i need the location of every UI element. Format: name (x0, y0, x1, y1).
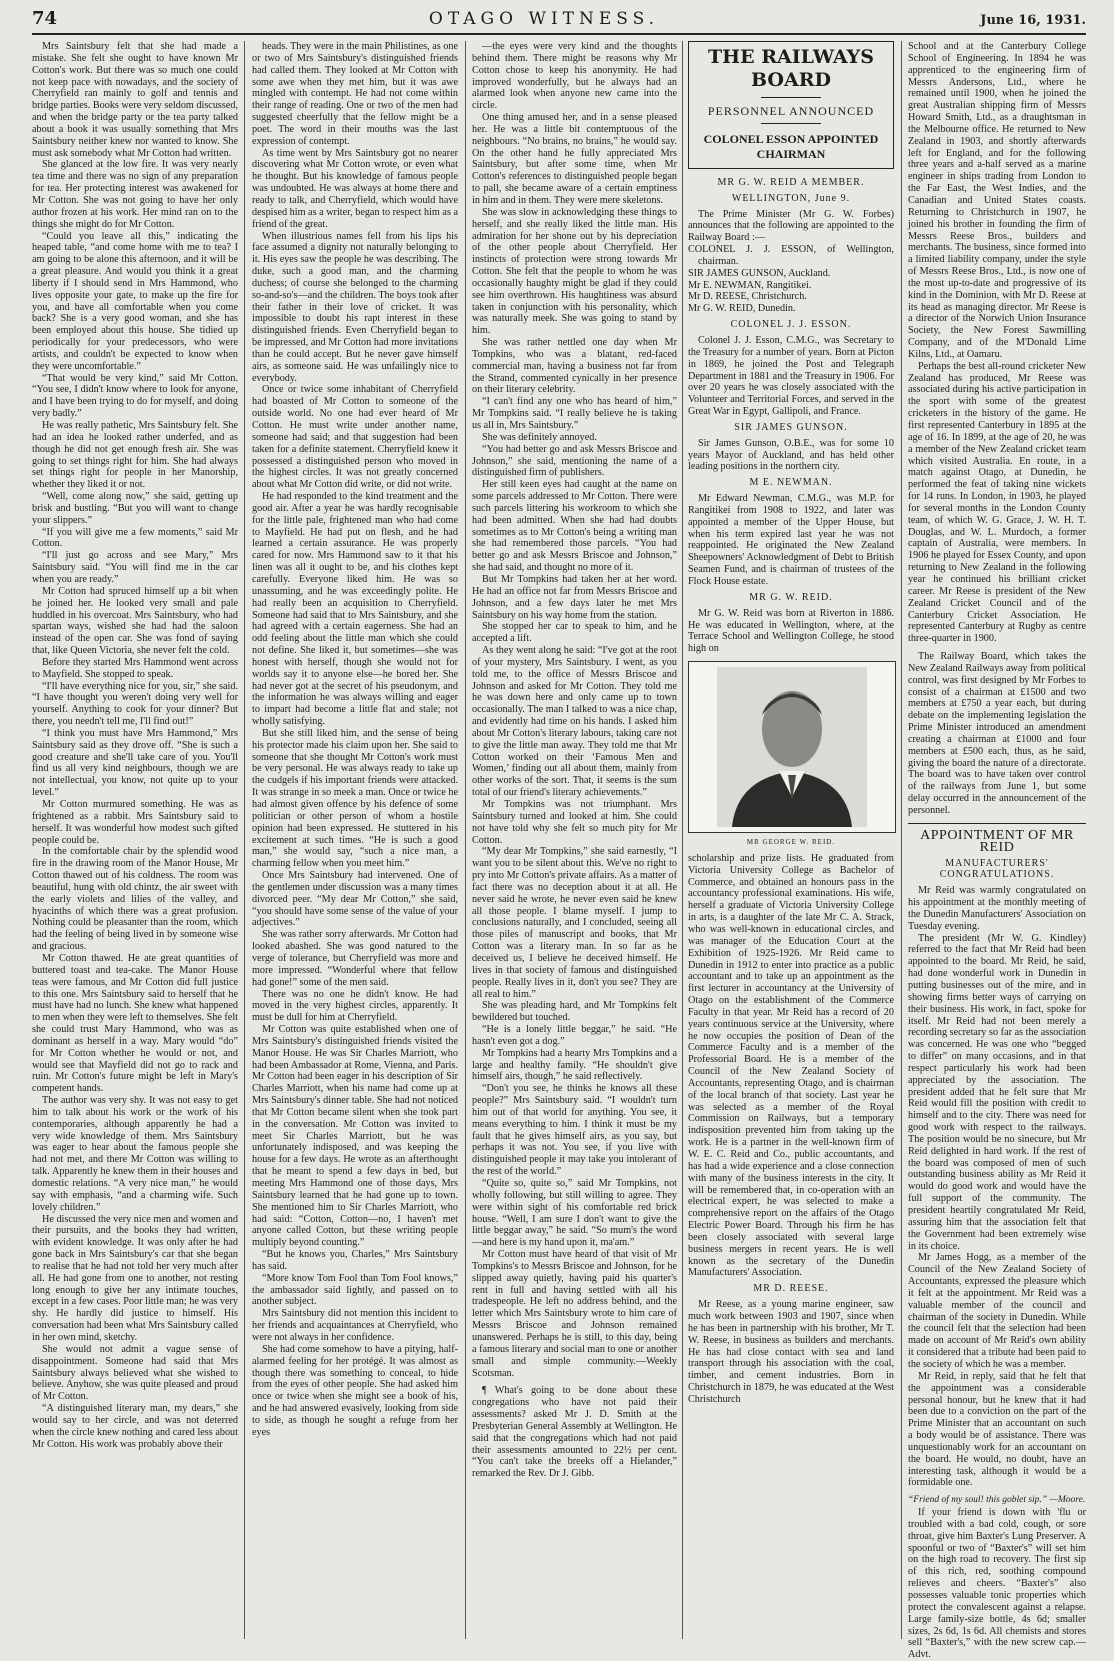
story-paragraph: The author was very shy. It was not easy to get him to talk about his work or the work of his contemporaries, although apparently he had a very wide knowledge of them. Mrs Saintsbury was eager to hear about the famous people she had not met, and there Mr Cotton was willing to talk. Apparently he knew them in their houses and domestic relations. “A very nice man,” he would say with emphasis, “and a charming wife. Such lovely children.” (32, 1095, 238, 1213)
story-paragraph: One thing amused her, and in a sense pleased her. He was a little bit contemptuous of the neighbours. “No brains, no brains,” he would say. On the other hand he fully appreciated Mrs Saintsbury, but after some time, when Mr Cotton's references to distinguished people began to pall, she became aware of a certain emptiness in him and in them. They were mere skeletons. (472, 112, 677, 206)
advertisement: If your friend is down with 'flu or troubled with a bad cold, cough, or sore throat, give him Baxter's Lung Preserver. A spoonful or two of “Baxter's” will set him on the high road to recovery. The first sip of this rich, red, soothing compound relieves and cheers. “Baxter's” also possesses valuable tonic properties which protect the convalescent against a relapse. Large family-size bottle, 4s 6d; smaller sizes, 2s 6d, 1s 6d. All chemists and stores sell “Baxter's,” with the new screw cap.—Advt. (908, 1507, 1086, 1661)
story-paragraph: When illustrious names fell from his lips his face assumed a dignity not naturally belonging to it. His eyes saw the people he was describing. The duke, such a good man, and the charming duchess; of course she belonged to the charming so-and-so's—and the children. The boys took after their father in their love of cricket. It was impossible to doubt his rapt interest in these distinguished friends. Even Cherryfield began to be impressed, and Mr Cotton had more invitations than he could accept. But he never gave himself airs, as someone said. He was unfailingly nice to everybody. (252, 230, 458, 384)
subheadline: PERSONNEL ANNOUNCED (707, 104, 875, 118)
verse-quote: “Friend of my soul! this goblet sip.” —Moore. (908, 1495, 1086, 1506)
columns (32, 41, 1086, 1661)
column-1-story (32, 41, 238, 1639)
story-paragraph: “If you will give me a few moments,” said Mr Cotton. (32, 526, 238, 550)
story-paragraph: She glanced at the low fire. It was very nearly tea time and there was no sign of any preparation for tea. Her protecting interest was awakened for Mr Cotton. She was not going to have her only author frozen at his work. Her mind ran on to the things she might do for Mr Cotton. (32, 159, 238, 230)
column-4-railways-board (688, 41, 894, 1639)
story-paragraph: She was rather sorry afterwards. Mr Cotton had looked abashed. She was good natured to the verge of tolerance, but Cherryfield was more and more impressed. “Wonderful where that fellow had gone!” some of the men said. (252, 929, 458, 988)
column-rule (244, 41, 245, 1639)
section-heading: MR G. W. REID. (749, 591, 833, 603)
story-paragraph: Mr Cotton had spruced himself up a bit when he joined her. He looked very small and pale huddled in his overcoat. Mrs Saintsbury, who had spartan ways, wished she had had the saloon instead of the open car. She was fond of saying that, like Queen Victoria, she never felt the cold. (32, 585, 238, 657)
member-line: COLONEL J. J. ESSON, of Wellington, chairman. (688, 244, 894, 267)
photo-caption: MR GEORGE W. REID. (746, 838, 836, 847)
story-paragraph: There was no one he didn't know. He had moved in the very highest circles, apparently. It must be dull for him at Cherryfield. (252, 988, 458, 1024)
story-paragraph: “I'll have everything nice for you, sir,” she said. “I have thought you weren't doing very well for yourself. Anything to cook for your dinner? But there, you needn't tell me, I'll find out!” (32, 680, 238, 728)
story-paragraph: She was pleading hard, and Mr Tompkins felt bewildered but touched. (472, 1000, 677, 1024)
headline: THE RAILWAYS BOARD (708, 46, 874, 91)
story-paragraph: “But he knows you, Charles,” Mrs Saintsbury has said. (252, 1249, 458, 1272)
story-paragraph: She was definitely annoyed. (482, 431, 597, 443)
section-heading: SIR JAMES GUNSON. (734, 421, 848, 433)
story-paragraph: As time went by Mrs Saintsbury got no nearer discovering what Mr Cotton wrote, or even what he thought. But his knowledge of famous people was undoubted. He was always at home there and ready to talk, and Cherryfield, which would have despised him as a writer, began to respect him as a friend of the great. (252, 147, 458, 230)
section-paragraph: School and at the Canterbury College School of Engineering. In 1894 he was apprenticed to the engineering firm of Messrs Andersons, Ltd., where he remained until 1900, when he joined the great Australian shipping firm of Messrs Howard Smith, Ltd., as a draughtsman in the Melbourne office. He returned to New Zealand in 1903, and shortly afterwards left for England, and for the following three years and a-half served as a marine engineer in ships trading from London to the Far East, the West Indies, and the Canadian and United States coasts. Returning to Christchurch in 1907, he joined his brother in founding the firm of Messrs Reese Bros., builders and merchants. The business, since formed into a limited liability company, under the style of Messrs Reese Bros., Ltd., is now one of the most up-to-date and progressive of its kind in the Dominion, with Mr D. Reese at its head as managing director. Mr Reese is a director of the Norwich Union Insurance Society, the New Forest Sawmilling Company, and of the M'Donald Lime Kilns, Ltd., at Oamaru. (908, 41, 1086, 360)
member-line: Mr G. W. REID, Dunedin. (688, 303, 796, 315)
story-paragraph: “He is a lonely little beggar,” he said. “He hasn't even got a dog.” (472, 1024, 677, 1047)
dateline: WELLINGTON, June 9. (731, 192, 851, 204)
intro-paragraph: The Prime Minister (Mr G. W. Forbes) announces that the following are appointed to the Railway Board :— (688, 208, 894, 244)
section-paragraph: Mr Reid was warmly congratulated on his appointment at the monthly meeting of the Dunedin Manufacturers' Association on Tuesday evening. (908, 885, 1086, 932)
story-paragraph: Mr Cotton must have heard of that visit of Mr Tompkins's to Messrs Briscoe and Johnson, for he slipped away quietly, having paid his quarter's rent in full and having settled with all his tradespeople. He left no address behind, and the letter which Mrs Saintsbury wrote to him care of Messrs Briscoe and Johnson remained unanswered. Perhaps he is still, to this day, being a famous literary and social man to one or another small and simple community.—Weekly Scotsman. (472, 1249, 677, 1379)
story-paragraph: Before they started Mrs Hammond went across to Mayfield. She stopped to speak. (32, 656, 238, 680)
story-paragraph: Mr Cotton murmured something. He was as frightened as a rabbit. Mrs Saintsbury said to herself. It was wonderful how modest such gifted people could be. (32, 799, 238, 846)
story-paragraph: He was really pathetic, Mrs Saintsbury felt. She had an idea he looked rather underfed, and as though he did not get enough fresh air. She was going to set things right for him. She had always set things right for people in her Manorship, whether they liked it or not. (32, 420, 238, 491)
story-paragraph: As they went along he said: “I've got at the root of your mystery, Mrs Saintsbury. I went, as you told me, to the office of Messrs Briscoe and Johnson and asked for Mr Cotton. They told me he was down here and only came up to town occasionally. The man I talked to was a nice chap, and evidently had time on his hands. I asked him about Mr Cotton's literary labours, taking care not to give the little man away. They told me that Mr Cotton worked on their ‘Famous Men and Women,’ finding out all about them, mainly from other works of the sort. That, it seems is the sum total of our friend's literary achievements.” (472, 645, 677, 799)
story-paragraph: She was slow in acknowledging these things to herself, and she really liked the little man. His admiration for her shone out by his depreciation of the other people about Cherryfield. Her instincts of protection were strong towards Mr Cotton. She felt that the people to whom he was occasionally haughty might be glad if they could see him overthrown. His haughtiness was absurd taken in conjunction with his personality, which was naturally meek. She was going to stand by him. (472, 206, 677, 337)
section-paragraph: Mr Reid, in reply, said that he felt that the appointment was a considerable personal honour, but he knew that it had been due to a conviction on the part of the Prime Minister that an accountant on such a body would be of assistance. There was unquestionably work for an accountant on the board. He would, no doubt, have an interesting task, although it would be a formidable one. (908, 1370, 1086, 1489)
dateline: MR G. W. REID A MEMBER. (717, 176, 865, 188)
story-paragraph: “I think you must have Mrs Hammond,” Mrs Saintsbury said as they drove off. “She is such a good creature and she'll take care of you. You'll find us all very kind neighbours, though we are not intellectual, you know, not quite up to your level.” (32, 727, 238, 799)
section-paragraph: scholarship and prize lists. He graduated from Victoria University College as Bachelor of Commerce, and obtained an honours pass in the accountancy professional examinations. His wife, herself a graduate of Victoria University College in arts, is a daughter of the late Mr C. A. Strack, who was well-known in educational circles, and was manager of the Education Court at the Exhibition of 1925-1926. Mr Reid came to Dunedin in 1912 to enter into practice as a public accountant and to take up an appointment as the first lecturer in accountancy at the University of Otago on the establishment of the Commerce Faculty in that year. Mr Reid has a record of 20 years continuous service at the University, where he now occupies the position of Dean of the Commerce Faculty and is a member of the Professorial Board. He is a member of the Council of the New Zealand Society of Accountants, representing Otago, and is chairman of the local branch of that society. Last year he was selected as a member of the Royal Commission on Railways, but a temporary indisposition prevented him from taking up the work. He is a partner in the well-known firm of W. E. C. Reid and Co., public accountants, and has had a wide experience and a close connection with many of the business interests in the city. It will be remembered that, in co-operation with an electrical expert, he was selected to make a comprehensive report on the affairs of the Otago Electric Power Board. Through his firm he has been closely associated with several large business mergers in recent years. He is well known as the secretary of the Dunedin Manufacturers' Association. (688, 852, 894, 1279)
story-paragraph: —the eyes were very kind and the thoughts behind them. There might be reasons why Mr Cotton chose to keep his anonymity. He had improved wonderfully, but he always had an alarmed look when anyone new came into the circle. (472, 41, 677, 112)
story-paragraph: Once or twice some inhabitant of Cherryfield had boasted of Mr Cotton to someone of the outside world. No one had ever heard of Mr Cotton. He must write under another name, someone had said; and that suggestion had been taken for a definite statement. Cherryfield knew it possessed a distinguished person who moved in the highest circles. It was not greatly concerned about what Mr Cotton did write, or did not write. (252, 384, 458, 491)
section-headline: APPOINTMENT OF MR REID (908, 823, 1086, 854)
story-paragraph: “You had better go and ask Messrs Briscoe and Johnson,” she said, mentioning the name of a distinguished firm of publishers. (472, 443, 677, 479)
story-paragraph: heads. They were in the main Philistines, as one or two of Mrs Saintsbury's distinguished friends had called them. They looked at Mr Cotton with some awe when they met him, but it was awe mingled with contempt. He had not come within their range of reading. One or two of the men had suggested cheerfully that the fellow might be a poet. The word in their mouths was the last expression of contempt. (252, 41, 458, 147)
story-paragraph: Mrs Saintsbury felt that she had made a mistake. She felt she ought to have known Mr Cotton's work. But there was so much one could not keep pace with nowadays, and the society of Cherryfield ran mainly to golf and tennis and bridge parties. Books were very seldom discussed, and when the bridge party or the tea party talked about a book it was usually something that Mrs Saintsbury neither knew nor wanted to know. She must ask somebody what Mr Cotton had written. (32, 41, 238, 159)
story-paragraph: She had come somehow to have a pitying, half-alarmed feeling for her protégé. It was almost as though there was something to conceal, to hide from the eyes of other people. She had asked him once or twice when she might see a book of his, and he had answered evasively, looking from side to side, as though he sought a refuge from her eyes (252, 1343, 458, 1438)
column-5 (908, 41, 1086, 1661)
column-3-story (472, 41, 677, 1639)
section-paragraph: Mr Reese, as a young marine engineer, saw much work between 1903 and 1907, since when he has been in partnership with his brother, Mr T. W. Reese, in business as builders and merchants. He has had close contact with sea and land transport through his association with the coal, timber, and cement industries. Born in Christchurch in 1879, he was educated at the West Christchurch (688, 1299, 894, 1405)
headline-box (688, 41, 894, 169)
section-heading: M E. NEWMAN. (749, 477, 833, 489)
story-paragraph: “Well, come along now,” she said, getting up brisk and bustling. “But you will want to change your slippers.” (32, 491, 238, 526)
story-paragraph: “I'll just go across and see Mary,” Mrs Saintsbury said. “You will find me in the car when you are ready.” (32, 550, 238, 585)
masthead (32, 8, 1086, 35)
member-line: Mr E. NEWMAN, Rangitikei. (688, 279, 812, 291)
member-line: Mr D. REESE, Christchurch. (688, 291, 807, 303)
section-heading: MR D. REESE. (753, 1283, 829, 1295)
story-paragraph: “Could you leave all this,” indicating the heaped table, “and come home with me to tea? I am going to be alone this afternoon, and it will be a great pleasure. And would you think it a great liberty if I should send in Mrs Hammond, who lives opposite your gate, to make up the fire for you, and have all comfortable when you come back? She is a very good woman, and she has been employed about this house. She tidied up periodically for your predecessors, who were artists, and couldn't be expected to know when they were uncomfortable.” (32, 230, 238, 372)
story-paragraph: But she still liked him, and the sense of being his protector made his claim upon her. She said to someone that she thought Mr Cotton's work must be very personal. He was always ready to take up the cudgels if his important friends were attacked. It was strange in so meek a man. Once or twice he had almost given offence by his defence of some politician or other person of whom a hostile opinion had been expressed. He stuttered in his excitement at such times. “He is such a good man,” she would say, “such a nice man, a charming fellow when you meet him.” (252, 727, 458, 870)
story-paragraph: Mrs Saintsbury did not mention this incident to her friends and acquaintances at Cherryfield, who were not always in her confidence. (252, 1308, 458, 1343)
column-rule (901, 41, 902, 1639)
story-paragraph: “That would be very kind,” said Mr Cotton. “You see, I didn't know where to look for anyone, and I have been trying to do for myself, and doing very badly.” (32, 372, 238, 420)
story-paragraph: “My dear Mr Tompkins,” she said earnestly, “I want you to be silent about this. We've no right to pry into Mr Cotton's private affairs. As a matter of fact there was no deception about it at all. He never said he wrote, he never even said he knew all those people. I blame myself. I jump to conclusions naturally, and I concluded, seeing all those piles of manuscript and books, that Mr Cotton was a literary man. In so far as he deceived us, I believe he deceived himself. He lives in that society of famous and distinguished people. Really lives in it, don't you see? They are all real to him.” (472, 846, 677, 1000)
section-paragraph: Mr Edward Newman, C.M.G., was M.P. for Rangitikei from 1908 to 1922, and later was appointed a member of the Upper House, but when his term expired last year he was not reappointed. He originated the New Zealand Sheepowners' Acknowledgment of Debt to British Seamen Fund, and is chairman of trustees of the Flock House estate. (688, 493, 894, 587)
story-paragraph: She was rather nettled one day when Mr Tompkins, who was a blatant, red-faced commercial man, having a business not far from the Strand, commented cynically in her presence on their literary celebrity. (472, 337, 677, 396)
story-paragraph: Mr Tompkins was not triumphant. Mrs Saintsbury turned and looked at him. She could not have told why she felt so much pity for Mr Cotton. (472, 799, 677, 846)
story-paragraph: “Don't you see, he thinks he knows all these people?” Mrs Saintsbury said. “I wouldn't turn him out of that world for anything. You see, it means everything to him. I think it must be my fault that he gives himself airs, as you say, but perhaps it was not. You see, if you live with distinguished people it may take you intolerant of the rest of the world.” (472, 1083, 677, 1178)
divider (761, 97, 821, 98)
section-paragraph: Mr G. W. Reid was born at Riverton in 1886. He was educated in Wellington, where, at the Terrace School and Wellington College, he stood high on (688, 607, 894, 655)
story-paragraph: “I can't find any one who has heard of him,” Mr Tompkins said. “I really believe he is taking us all in, Mrs Saintsbury.” (472, 396, 677, 431)
column-rule (682, 41, 683, 1639)
issue-date: June 16, 1931. (980, 13, 1086, 28)
story-paragraph: In the comfortable chair by the splendid wood fire in the drawing room of the Manor House, Mr Cotton thawed out of his coldness. The room was beautiful, hung with old chintz, the air sweet with the early violets and lilies of the valley, and hyacinths of which there was a great profusion. Nothing could be pleasanter than the room, which had the feeling of being lived in by someone wise and gracious. (32, 846, 238, 953)
story-paragraph: But Mr Tompkins had taken her at her word. He had an office not far from Messrs Briscoe and Johnson, and a few days later he met Mrs Saintsbury on his way home from the station. (472, 573, 677, 621)
story-paragraph: He had responded to the kind treatment and the good air. After a year he was hardly recognisable for the little pale, frightened man who had come to Mayfield. He had put on flesh, and he had learned a certain assurance. He was properly cared for now. Mrs Hammond saw to it that his linen was all it ought to be, and his clothes kept carefully. Everyone liked him. He was so unassuming, and he was exceedingly polite. He had really been an acquisition to Cherryfield. Someone had said that to Mrs Saintsbury, and she had agreed with a certain eagerness. She had an odd feeling about the little man which she could not define. She liked it, but sometimes—she was honest with herself, though she would not for worlds say it to anyone else—he bored her. She had never got at the secret of his pseudonym, and the information he was always willing and eager to impart had become a little flat and stale; not wholly satisfying. (252, 491, 458, 728)
divider (761, 123, 821, 124)
section-paragraph: Mr James Hogg, as a member of the Council of the New Zealand Society of Accountants, expressed the pleasure which it felt at the appointment. Mr Reid was a valuable member of the council and chairman of the society in Dunedin. While the council felt that the selection had been made on account of Mr Reid's own ability it considered that a tribute had been paid to the society of which he was a member. (908, 1252, 1086, 1370)
story-paragraph: She stopped her car to speak to him, and he accepted a lift. (472, 621, 677, 645)
section-subheading: MANUFACTURERS' CONGRATULATIONS. (939, 857, 1055, 881)
column-2-story (252, 41, 458, 1639)
section-paragraph: Colonel J. J. Esson, C.M.G., was Secretary to the Treasury for a number of years. Born at Picton in 1869, he joined the Post and Telegraph Department in 1881 and the Treasury in 1906. For over 20 years he was closely associated with the Volunteer and Territorial Forces, and served in the Great War in Egypt, Gallipoli, and France. (688, 334, 894, 418)
story-paragraph: Her still keen eyes had caught at the name on some parcels addressed to Mr Cotton. There were such parcels littering his workroom to which she had been admitted. When she had had doubts sometimes as to Mr Cotton's being a writing man she had remembered those parcels. “You had better go and ask Messrs Briscoe and Johnson,” she had said, and thought no more of it. (472, 479, 677, 574)
newspaper-title: OTAGO WITNESS. (428, 9, 660, 29)
story-paragraph: Mr Tompkins had a hearty Mrs Tompkins and a large and healthy family. “He shouldn't give himself airs, though,” he said reflectively. (472, 1047, 677, 1083)
section-paragraph: The president (Mr W. G. Kindley) referred to the fact that Mr Reid had been appointed to the board. Mr Reid, he said, had done wonderful work in Dunedin in putting businesses out of the mire, and in showing firms better ways of carrying on their business. His work, in fact, spoke for itself. Mr Reid had not been merely a recording secretary so far as the association was concerned. He was one who “begged to differ” on many occasions, and in that respect particularly his work had been appreciated by the association. The president added that he felt sure that Mr Reid would fill the position with credit to himself and to the city. There was need for good work with respect to the railways. The position would be no sinecure, but Mr Reid delighted in hard work. If the rest of the board was composed of men of such outstanding business ability as Mr Reid it would do good work and would have the full support of the community. The president heartily congratulated Mr Reid, assuring him that the association felt that the Government had been extremely wise in its choice. (908, 932, 1086, 1252)
section-paragraph: Sir James Gunson, O.B.E., was for some 10 years Mayor of Auckland, and has held other leading positions in the northern city. (688, 437, 894, 473)
story-paragraph: Mr Cotton was quite established when one of Mrs Saintsbury's distinguished friends visited the Manor House. He was Sir Charles Marriott, who had been Ambassador at Rome, Vienna, and Paris. Mr Cotton had been eager in his description of Sir Charles Marriott, when his name had come up at Mrs Saintsbury's dinner table. She had not noticed that Mr Cotton became silent when she took part in the conversation. Mr Cotton was invited to meet Sir Charles Marriott, but he was unfortunately indisposed, and was keeping the house for a few days. He wrote as an afterthought that he meant to spend a few days in bed, but meeting Mrs Hammond one of those days, Mrs Saintsbury learned that he had gone up to town. She mentioned him to Sir Charles Marriott, who had said: “Cotton, Cotton—no, I haven't met anyone called Cotton, but these writing people multiply beyond counting.” (252, 1024, 458, 1249)
page-number: 74 (32, 8, 58, 29)
section-heading: COLONEL J. J. ESSON. (730, 319, 852, 331)
portrait-photo (688, 661, 896, 833)
section-paragraph: Perhaps the best all-round cricketer New Zealand has produced, Mr Reese was associated during his active participation in the sport with some of the greatest cricketers in the history of the game. He first represented Canterbury in 1895 at the age of 16. In 1899, at the age of 20, he was a member of the New Zealand cricket team which visited Australia. En route, in a match against Otago, at Dunedin, he performed the feat of taking nine wickets for 14 runs. In London, in 1903, he played for several months in the London County team, of which W. G. Grace, J. W. H. T. Douglas, and W. L. Murdoch, a former captain of Australia, were members. In 1906 he played for Essex County, and upon returning to New Zealand in the following year he continued his brilliant cricket career. Mr Reese is president of the New Zealand Cricket Council and of the Canterbury Cricket Association. He represented Canterbury at Rugby as centre three-quarter in 1900. (908, 360, 1086, 645)
member-line: SIR JAMES GUNSON, Auckland. (688, 267, 831, 279)
portrait-icon (717, 667, 867, 827)
story-paragraph: Mr Cotton thawed. He ate great quantities of buttered toast and tea-cake. The Manor House teas were famous, and Mr Cotton did full justice to this one. Mrs Saintsbury said to herself that he must have had no lunch. She knew what happened to men when they were left to themselves. She felt she could trust Mary Hammond, who was as dominant as herself in a way. Mary would “do” for Mr Cotton whether he would or not, and would see that Mayfield did not go to rack and ruin. Mr Cotton's future might be left in Mary's competent hands. (32, 952, 238, 1095)
story-paragraph: “Quite so, quite so,” said Mr Tompkins, not wholly following, but still willing to agree. They were within sight of his comfortable red brick house. “Well, I am sure I don't want to give the little beggar away,” he said. “So mum's the word—and here is my hand upon it, ma'am.” (472, 1178, 677, 1249)
story-paragraph: “More know Tom Fool than Tom Fool knows,” the ambassador said lightly, and passed on to another subject. (252, 1272, 458, 1308)
column-rule (465, 41, 466, 1639)
section-paragraph: The Railway Board, which takes the New Zealand Railways away from political control, was first designed by Mr Forbes to consist of a chairman at £1500 and two members at £750 a year each, but during debate on the implementing legislation the Prime Minister introduced an amendment creating a chairman at £1000 and four members at £500 each, thus, as he said, giving the board the nature of a directorate. The board was to have taken over control of the railways from June 1, but some delay occurred in the announcement of the personnel. (908, 651, 1086, 816)
deck: COLONEL ESSON APPOINTED CHAIRMAN (703, 131, 879, 161)
story-paragraph: He discussed the very nice men and women and their pursuits, and the books they had written, with evident knowledge. It was only after he had gone back in Mrs Saintsbury's car that she began to realise that he had not told her very much after all. He had gone from one to another, not resting long enough to give her any intimate touches, except in a few cases. Poor little man; he was very shy. He hardly did justice to himself. His conversation had been what Mrs Saintsbury called in her own mind, sketchy. (32, 1213, 238, 1343)
story-paragraph: Once Mrs Saintsbury had intervened. One of the gentlemen under discussion was a many times divorced peer. “My dear Mr Cotton,” she said, “you should have some sense of the value of your adjectives.” (252, 870, 458, 929)
story-paragraph: “A distinguished literary man, my dears,” she would say to her circle, and was not deterred when the circle knew nothing and cared less about Mr Cotton. His work was probably above their (32, 1403, 238, 1450)
news-item-paragraph: ¶ What's going to be done about these congregations who have not paid their assessments? asked Mr J. D. Smith at the Presbyterian General Assembly at Wellington. He said that the congregations which had not paid their assessments amounted to 22½ per cent. “You can't take the breeks off a Hielander,” remarked the Rev. Dr J. Gibb. (472, 1385, 677, 1480)
story-paragraph: She would not admit a vague sense of disappointment. Someone had said that Mrs Saintsbury always believed what she wished to believe. Anyhow, she was quite pleased and proud of Mr Cotton. (32, 1343, 238, 1403)
